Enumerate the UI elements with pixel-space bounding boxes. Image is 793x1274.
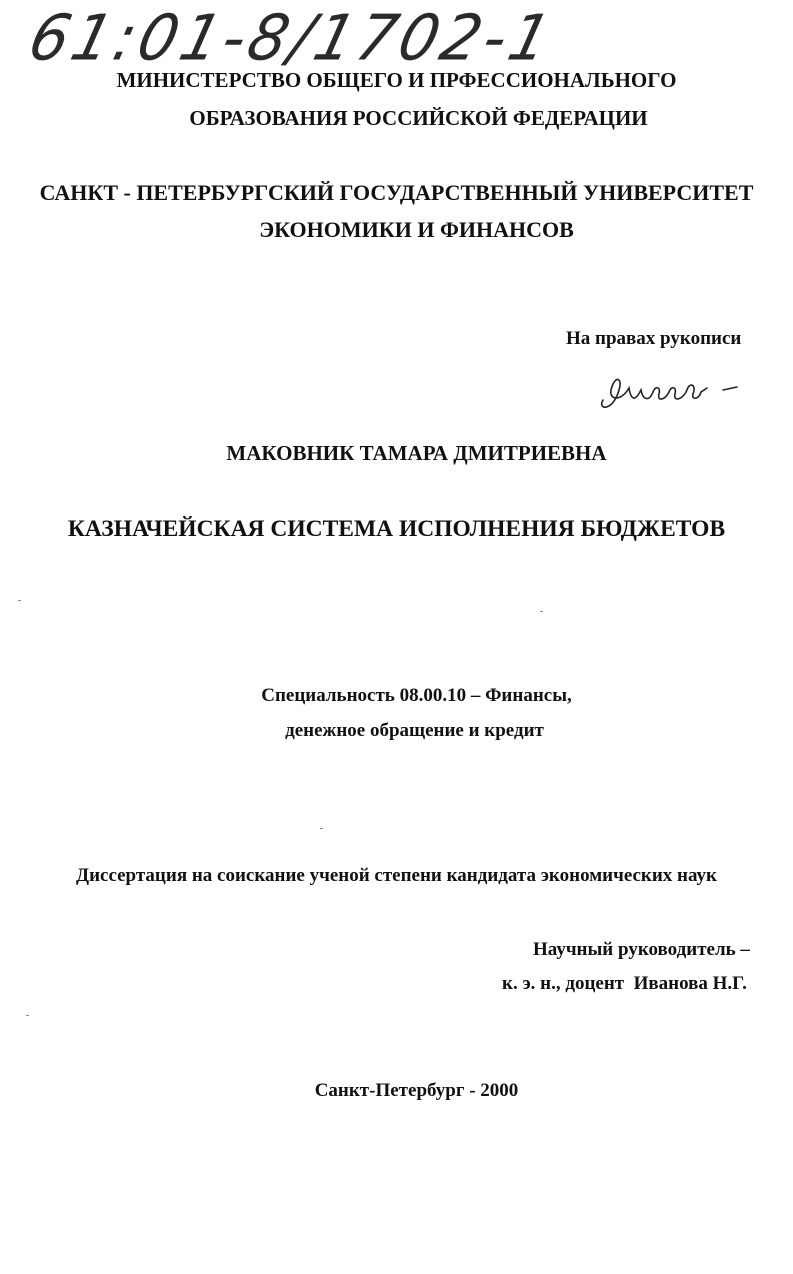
manuscript-rights-note: На правах рукописи (566, 328, 742, 349)
scan-speck (18, 600, 21, 601)
specialty-line-2: денежное обращение и кредит (285, 720, 544, 741)
dissertation-title: КАЗНАЧЕЙСКАЯ СИСТЕМА ИСПОЛНЕНИЯ БЮДЖЕТОВ (67, 516, 726, 542)
scan-speck (320, 828, 323, 829)
scan-speck (26, 1015, 29, 1016)
archive-code-handwritten: 61:01-8/1702-1 (21, 2, 562, 76)
author-name: МАКОВНИК ТАМАРА ДМИТРИЕВНА (226, 441, 607, 465)
scan-speck (540, 611, 543, 612)
author-signature (595, 360, 745, 415)
university-line-1: САНКТ - ПЕТЕРБУРГСКИЙ ГОСУДАРСТВЕННЫЙ УНИВЕРСИТЕТ (39, 180, 754, 205)
supervisor-line-2: к. э. н., доцент Иванова Н.Г. (502, 973, 747, 994)
specialty-line-1: Специальность 08.00.10 – Финансы, (261, 685, 572, 706)
university-line-2: ЭКОНОМИКИ И ФИНАНСОВ (259, 217, 574, 242)
ministry-line-2: ОБРАЗОВАНИЯ РОССИЙСКОЙ ФЕДЕРАЦИИ (189, 106, 648, 130)
ministry-line-1: МИНИСТЕРСТВО ОБЩЕГО И ПРФЕССИОНАЛЬНОГО (116, 68, 677, 92)
degree-statement: Диссертация на соискание ученой степени кандидата экономических наук (76, 865, 717, 886)
city-year: Санкт-Петербург - 2000 (314, 1080, 519, 1101)
supervisor-line-1: Научный руководитель – (533, 939, 750, 960)
